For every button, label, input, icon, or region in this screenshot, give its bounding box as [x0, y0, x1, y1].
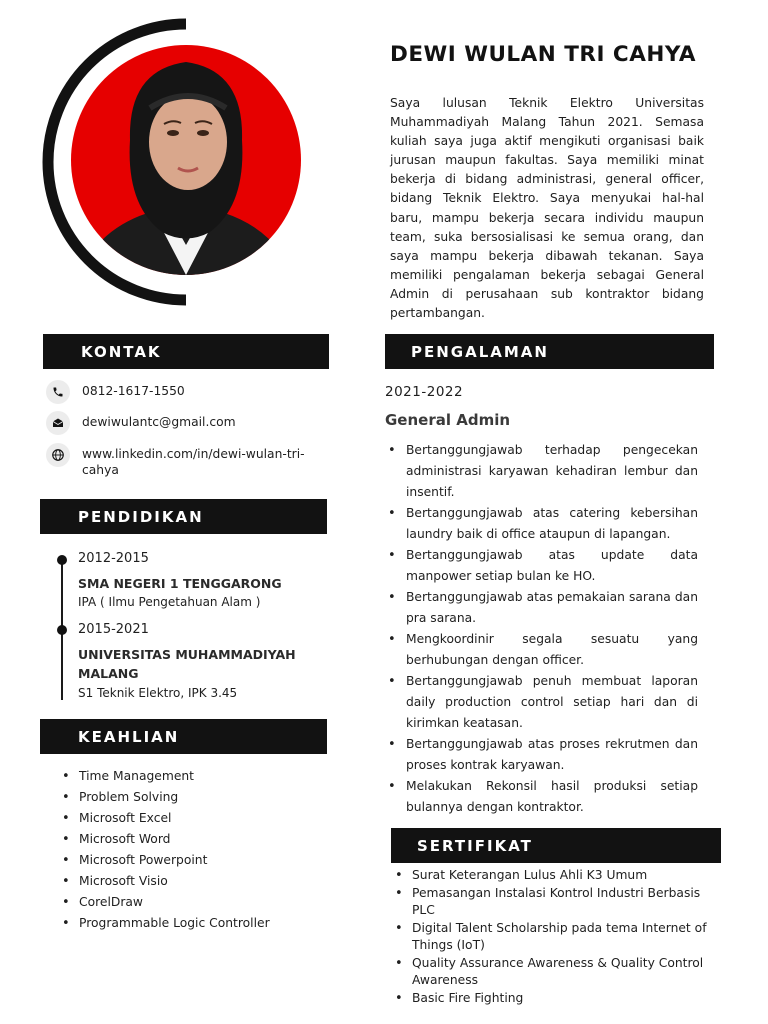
- list-item: • Microsoft Visio: [62, 871, 332, 892]
- list-item: • Bertanggungjawab terhadap pengecekan administrasi karyawan kehadiran lembur dan insentif.: [388, 440, 698, 503]
- contact-phone-row: [46, 380, 310, 404]
- list-item: • Bertanggungjawab atas pemakaian sarana dan pra sarana.: [388, 587, 698, 629]
- education-timeline-dot: [57, 625, 67, 635]
- profile-summary: Saya lulusan Teknik Elektro Universitas Muhammadiyah Malang Tahun 2021. Semasa kuliah saya juga aktif mengikuti organisasi baik jurusan maupun fakultas. Saya memiliki minat bekerja di bidang administrasi, general officer, bidang Teknik Elektro. Saya menyukai hal-hal baru, mampu bekerja secara individu maupun team, suka bersosialisasi ke semua orang, dan saya mampu bekerja dibawah tekanan. Saya memiliki pengalaman bekerja sebagai General Admin di perusahaan sub kontraktor bidang pertambangan.: [390, 96, 704, 321]
- experience-heading: PENGALAMAN: [385, 334, 714, 369]
- list-item: • Programmable Logic Controller: [62, 913, 332, 934]
- list-item: • Digital Talent Scholarship pada tema Internet of Things (IoT): [395, 920, 725, 955]
- skills-list: [62, 766, 332, 934]
- list-item: • Bertanggungjawab atas catering kebersihan laundry baik di office ataupun di lapangan.: [388, 503, 698, 545]
- list-item: • Microsoft Powerpoint: [62, 850, 332, 871]
- list-item: • Bertanggungjawab penuh membuat laporan daily production control setiap hari dan di kirimkan keatasan.: [388, 671, 698, 734]
- list-item: • Microsoft Word: [62, 829, 332, 850]
- contact-phone: 0812-1617-1550: [82, 384, 185, 398]
- list-item: • Bertanggungjawab atas proses rekrutmen dan proses kontrak karyawan.: [388, 734, 698, 776]
- profile-photo: [0, 0, 360, 330]
- education-heading: PENDIDIKAN: [40, 499, 327, 534]
- contact-linkedin-row: [46, 443, 310, 478]
- education-school: UNIVERSITAS MUHAMMADIYAH MALANG: [78, 647, 296, 681]
- phone-icon: [46, 380, 70, 404]
- contact-email-row: [46, 411, 310, 435]
- globe-icon: [46, 443, 70, 467]
- skills-heading: KEAHLIAN: [40, 719, 327, 754]
- contact-linkedin[interactable]: www.linkedin.com/in/dewi-wulan-tri-cahya: [82, 447, 305, 477]
- certificates-list: [395, 867, 725, 1007]
- profile-photo-graphic: [0, 0, 360, 330]
- list-item: • Melakukan Rekonsil hasil produksi setiap bulannya dengan kontraktor.: [388, 776, 698, 818]
- education-major: IPA ( Ilmu Pengetahuan Alam ): [78, 595, 261, 609]
- education-years: 2015-2021: [78, 622, 149, 637]
- education-school: SMA NEGERI 1 TENGGARONG: [78, 576, 282, 591]
- list-item: • Surat Keterangan Lulus Ahli K3 Umum: [395, 867, 725, 885]
- list-item: • Time Management: [62, 766, 332, 787]
- education-years: 2012-2015: [78, 551, 149, 566]
- list-item: • Quality Assurance Awareness & Quality Control Awareness: [395, 955, 725, 990]
- list-item: • Microsoft Excel: [62, 808, 332, 829]
- candidate-name: DEWI WULAN TRI CAHYA: [390, 42, 696, 67]
- education-major: S1 Teknik Elektro, IPK 3.45: [78, 686, 238, 700]
- list-item: • Basic Fire Fighting: [395, 990, 725, 1008]
- list-item: • CorelDraw: [62, 892, 332, 913]
- certificates-heading: SERTIFIKAT: [391, 828, 721, 863]
- list-item: • Problem Solving: [62, 787, 332, 808]
- education-timeline-dot: [57, 555, 67, 565]
- experience-years: 2021-2022: [385, 384, 464, 400]
- list-item: • Pemasangan Instalasi Kontrol Industri Berbasis PLC: [395, 885, 725, 920]
- experience-job-title: General Admin: [385, 411, 511, 429]
- list-item: • Bertanggungjawab atas update data manpower setiap bulan ke HO.: [388, 545, 698, 587]
- experience-duties-list: [388, 440, 698, 818]
- contact-email[interactable]: dewiwulantc@gmail.com: [82, 415, 236, 429]
- contact-heading: KONTAK: [43, 334, 329, 369]
- mail-icon: [46, 411, 70, 435]
- list-item: • Mengkoordinir segala sesuatu yang berhubungan dengan officer.: [388, 629, 698, 671]
